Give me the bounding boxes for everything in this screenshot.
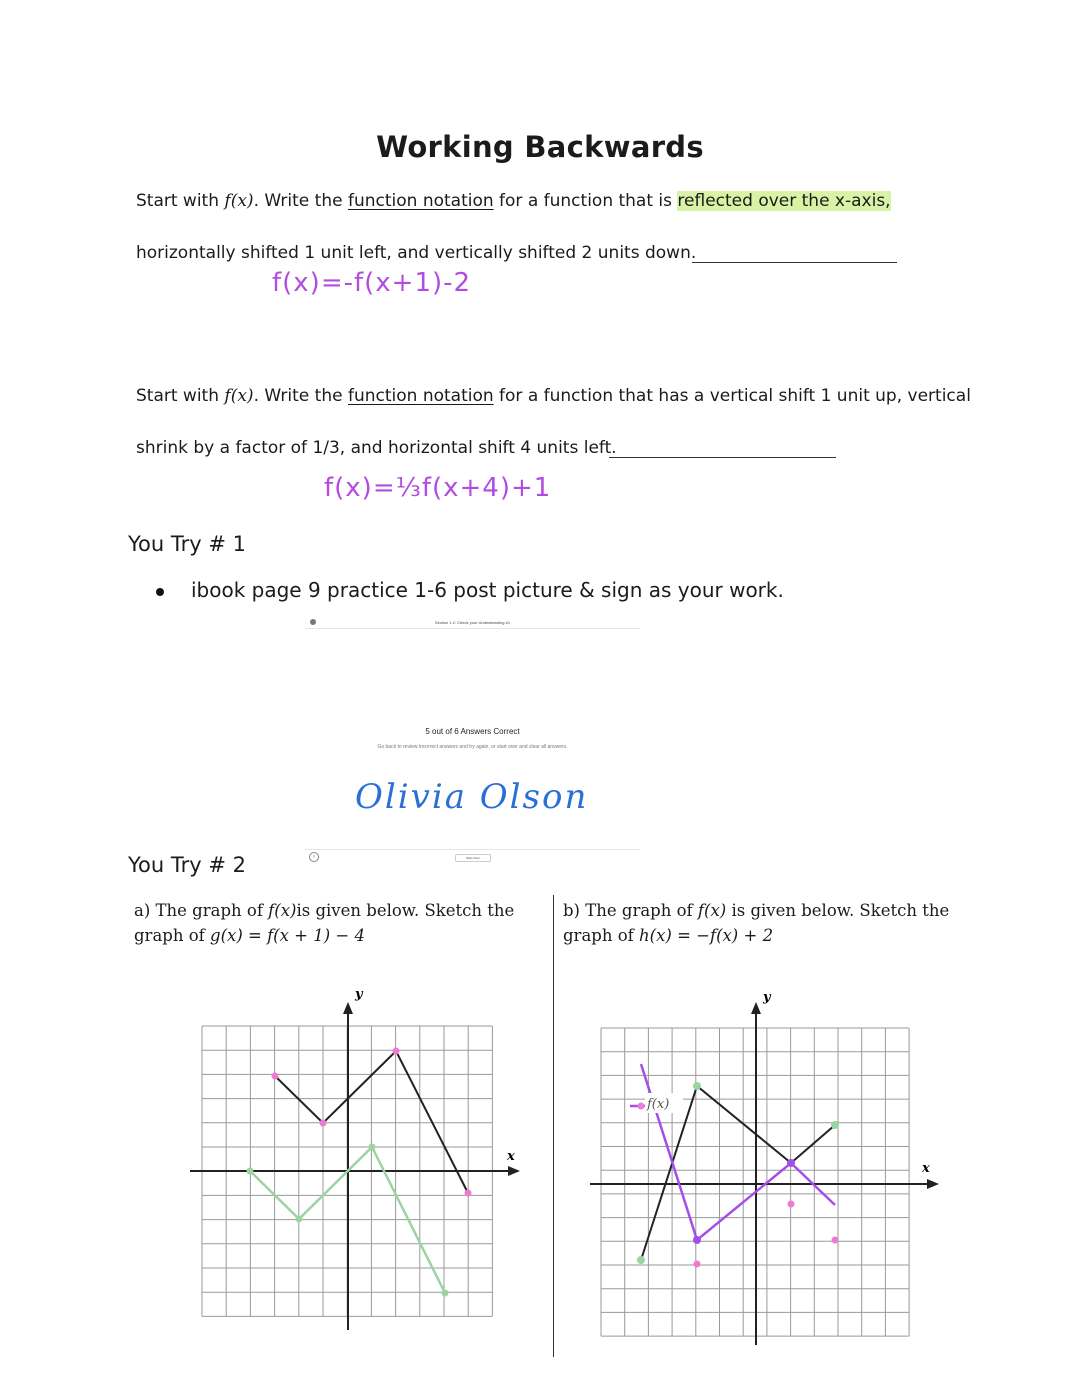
problem2-text-c: for a function that has a vertical shift 1 unit up, vertical: [493, 386, 971, 406]
graph-b-h-point: [694, 1261, 701, 1268]
chevron-left-icon[interactable]: ‹: [309, 852, 319, 862]
graph-a-f-point: [393, 1048, 400, 1055]
screenshot-score: 5 out of 6 Answers Correct: [425, 727, 520, 736]
problem2-fx: f(x): [224, 386, 254, 406]
you-try-2-heading: You Try # 2: [128, 853, 246, 877]
part-a-text-c: graph of: [134, 926, 211, 945]
graph-a-f-point: [272, 1073, 279, 1080]
graph-a-g-point: [442, 1290, 449, 1297]
graph-b-x-arrow-icon: [927, 1179, 939, 1189]
graph-a-x-arrow-icon: [508, 1166, 520, 1176]
problem1-handwritten-answer: f(x)=-f(x+1)-2: [272, 268, 472, 298]
graph-a-x-label: x: [507, 1149, 515, 1164]
graph-a-g-point: [369, 1144, 376, 1151]
part-b-line2: [563, 923, 949, 948]
graph-b-h-dot: [693, 1236, 701, 1244]
graph-a: [180, 980, 530, 1340]
part-a-text-a: a) The graph of: [134, 901, 269, 920]
part-a-question: [134, 898, 514, 948]
graph-b-h-point: [788, 1201, 795, 1208]
graph-b-f-point: [637, 1256, 645, 1264]
part-a-line1: [134, 898, 514, 923]
part-b-fx: f(x): [697, 901, 727, 920]
graph-a-f-point: [465, 1190, 472, 1197]
part-b-question: [563, 898, 949, 948]
graph-a-y-label: y: [355, 987, 363, 1002]
graph-b: [585, 985, 945, 1350]
you-try-1-bullet: ibook page 9 practice 1-6 post picture & sign as your work.: [191, 578, 784, 602]
problem1-text-a: Start with: [136, 191, 225, 211]
graph-b-h-curve: [641, 1064, 835, 1240]
ibook-screenshot: [305, 617, 640, 860]
page-title: Working Backwards: [376, 130, 704, 164]
part-b-expression: h(x) = −f(x) + 2: [639, 926, 774, 945]
you-try-1-heading: You Try # 1: [128, 532, 246, 556]
problem1-text-c: for a function that is: [493, 191, 678, 211]
graph-a-g-point: [247, 1168, 254, 1175]
problem2-text-a: Start with: [136, 386, 225, 406]
problem1-function-notation: function notation: [347, 191, 494, 211]
problem2-answer-blank: [609, 457, 836, 458]
graph-b-y-label: y: [763, 990, 771, 1005]
part-b-text-b: is given below. Sketch the: [726, 901, 950, 920]
student-signature: Olivia Olson: [355, 777, 589, 817]
graph-b-curve-label: f(x): [647, 1097, 670, 1112]
part-a-expression: g(x) = f(x + 1) − 4: [210, 926, 365, 945]
part-b-text-c: graph of: [563, 926, 640, 945]
graph-a-f-point: [320, 1120, 327, 1127]
part-b-line1: [563, 898, 949, 923]
screenshot-divider-bottom: [305, 849, 640, 850]
part-b-text-a: b) The graph of: [563, 901, 698, 920]
part-a-text-b: is given below. Sketch the: [296, 901, 515, 920]
problem2-text-b: . Write the: [253, 386, 348, 406]
problem2-line1: [136, 386, 971, 406]
problem2-function-notation: function notation: [347, 386, 494, 406]
part-a-line2: [134, 923, 514, 948]
screenshot-header: Section 1.2: Check your Understanding #1: [434, 620, 511, 625]
problem1-line2: horizontally shifted 1 unit left, and vertically shifted 2 units down.: [136, 243, 697, 263]
column-divider: [553, 895, 554, 1357]
graph-b-h-dot: [787, 1159, 795, 1167]
problem2-line2: shrink by a factor of 1/3, and horizontal shift 4 units left.: [136, 438, 617, 458]
graph-b-h-point: [638, 1103, 645, 1110]
graph-b-y-arrow-icon: [751, 1002, 761, 1014]
problem1-highlight: reflected over the x-axis,: [677, 191, 891, 211]
problem2-handwritten-answer: f(x)=⅓f(x+4)+1: [324, 473, 552, 503]
screenshot-divider-top: [305, 628, 640, 629]
graph-a-g-point: [296, 1216, 303, 1223]
problem1-line1: [136, 191, 891, 211]
problem1-fx: f(x): [224, 191, 254, 211]
graph-a-y-arrow-icon: [343, 1002, 353, 1014]
bullet-icon: [156, 588, 164, 596]
part-a-fx: f(x): [268, 901, 297, 920]
graph-b-h-point: [832, 1237, 839, 1244]
screenshot-hint: Go back to review incorrect answers and try again, or start over and clear all answers.: [377, 744, 568, 750]
graph-b-f-point: [693, 1082, 701, 1090]
start-over-button[interactable]: Start Over: [455, 854, 491, 862]
graph-b-f-point: [831, 1121, 839, 1129]
problem1-answer-blank: [692, 262, 897, 263]
graph-b-x-label: x: [922, 1161, 930, 1176]
problem1-text-b: . Write the: [253, 191, 348, 211]
